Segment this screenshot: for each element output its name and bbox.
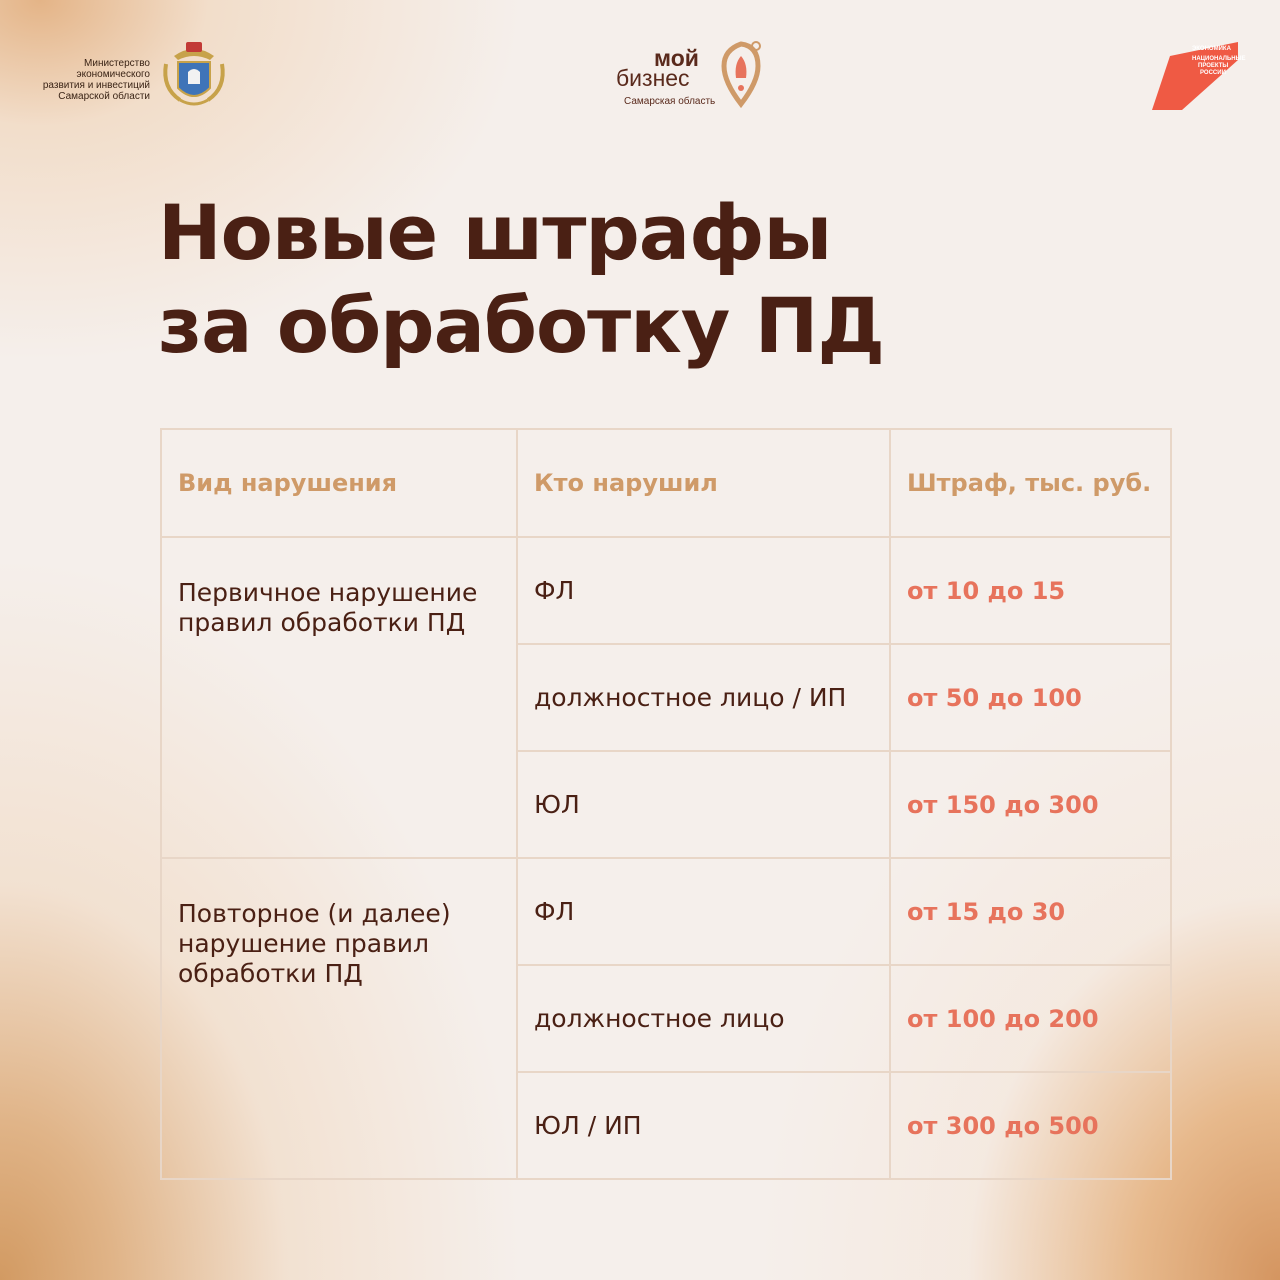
who-cell: ФЛ [517, 537, 890, 644]
np-top-label: ЭКОНОМИКА [1192, 46, 1231, 52]
title-line: за обработку ПД [158, 281, 885, 370]
title-line: Новые штрафы [158, 188, 832, 277]
who-cell: ФЛ [517, 858, 890, 965]
who-cell: ЮЛ [517, 751, 890, 858]
np-line: НАЦИОНАЛЬНЫЕ [1192, 56, 1246, 62]
brand-region: Самарская область [624, 96, 716, 107]
violation-cell: Повторное (и далее) нарушение правил обработки ПД [161, 858, 517, 1179]
page-title [158, 186, 884, 372]
who-cell: ЮЛ / ИП [517, 1072, 890, 1179]
fine-cell: от 10 до 15 [890, 537, 1171, 644]
brand-word-2: бизнес [616, 65, 690, 91]
table-row [161, 537, 1171, 644]
samara-crest-icon [160, 38, 228, 110]
who-cell: должностное лицо [517, 965, 890, 1072]
column-header-who: Кто нарушил [517, 429, 890, 537]
fine-cell: от 150 до 300 [890, 751, 1171, 858]
ministry-logo-text [40, 58, 150, 102]
fine-cell: от 300 до 500 [890, 1072, 1171, 1179]
moy-biznes-pin-icon [718, 40, 764, 110]
table-header-row [161, 429, 1171, 537]
national-projects-logo-icon [1152, 40, 1246, 110]
fine-cell: от 50 до 100 [890, 644, 1171, 751]
np-line: РОССИИ [1200, 70, 1226, 76]
ministry-line: Самарской области [58, 91, 150, 102]
who-cell: должностное лицо / ИП [517, 644, 890, 751]
ministry-line: развития и инвестиций [42, 80, 150, 91]
column-header-violation: Вид нарушения [161, 429, 517, 537]
column-header-fine: Штраф, тыс. руб. [890, 429, 1171, 537]
fine-cell: от 100 до 200 [890, 965, 1171, 1072]
table-row [161, 858, 1171, 965]
ministry-line: Министерство [84, 58, 150, 69]
violation-cell: Первичное нарушение правил обработки ПД [161, 537, 517, 858]
fine-cell: от 15 до 30 [890, 858, 1171, 965]
ministry-line: экономического [76, 69, 150, 80]
fines-table [160, 428, 1172, 1180]
brand-word-1: мой [654, 45, 699, 71]
np-line: ПРОЕКТЫ [1198, 63, 1229, 69]
